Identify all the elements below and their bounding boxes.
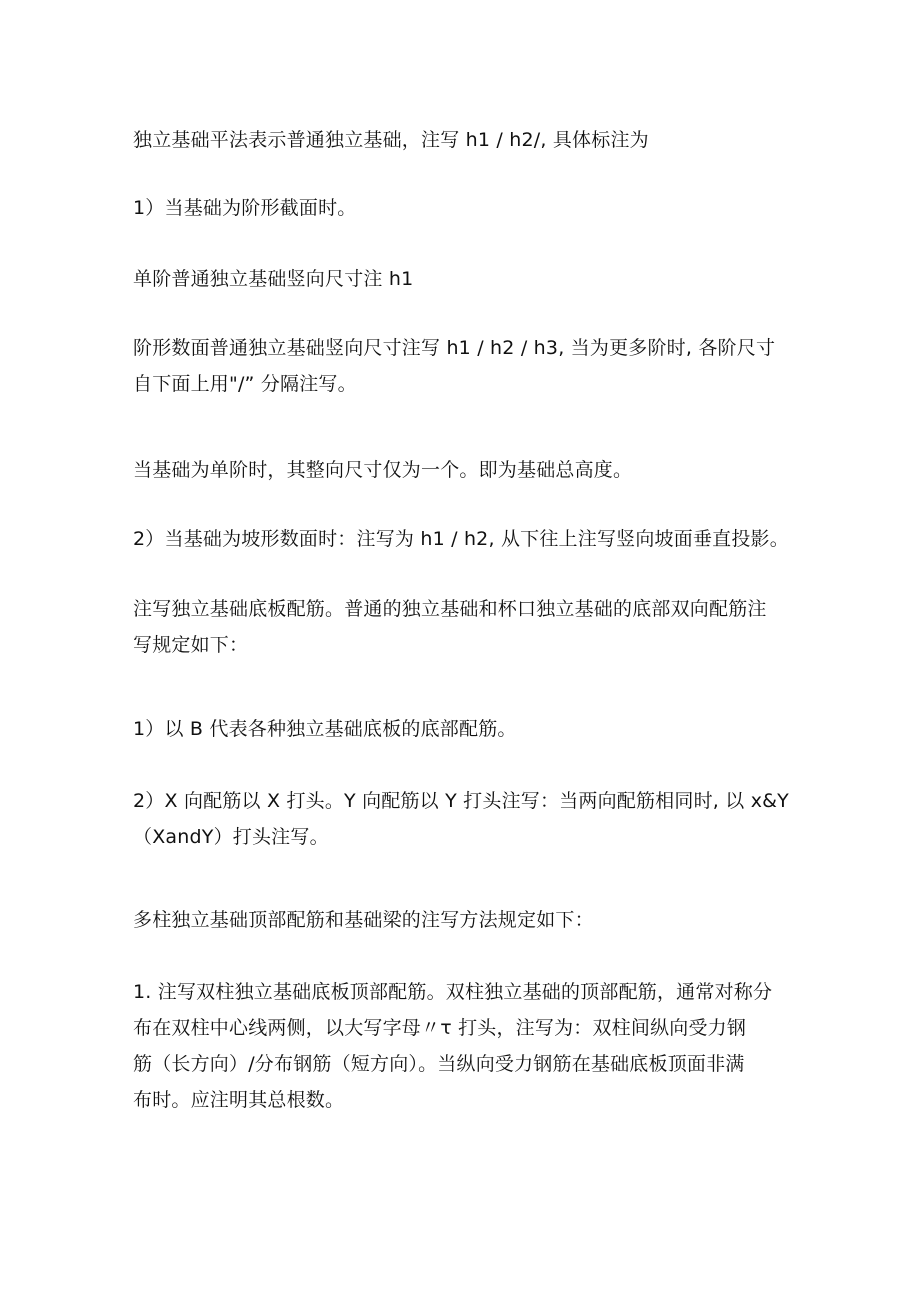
paragraph-double-column xyxy=(133,974,813,1118)
text-line: 2）X 向配筋以 X 打头。Y 向配筋以 Y 打头注写：当两向配筋相同时, 以 x&Y xyxy=(133,790,789,812)
text-line: 1）以 B 代表各种独立基础底板的底部配筋。 xyxy=(133,718,517,740)
paragraph-single-step xyxy=(133,261,813,297)
paragraph-multi-column xyxy=(133,902,813,938)
text-line: 1. 注写双柱独立基础底板顶部配筋。双柱独立基础的顶部配筋，通常对称分 xyxy=(133,981,773,1003)
paragraph-rebar-intro xyxy=(133,591,813,663)
text-line: 多柱独立基础顶部配筋和基础梁的注写方法规定如下： xyxy=(133,909,594,931)
paragraph-rebar-2 xyxy=(133,783,813,855)
text-line: 单阶普通独立基础竖向尺寸注 h1 xyxy=(133,268,414,290)
text-line: （XandY）打头注写。 xyxy=(133,826,329,848)
text-line: 注写独立基础底板配筋。普通的独立基础和杯口独立基础的底部双向配筋注 xyxy=(133,598,767,620)
text-line: 当基础为单阶时，其整向尺寸仅为一个。即为基础总高度。 xyxy=(133,459,633,481)
paragraph-step-1 xyxy=(133,190,813,226)
text-line: 2）当基础为坡形数面时：注写为 h1 / h2, 从下往上注写竖向坡面垂直投影。 xyxy=(133,528,789,550)
paragraph-step-2 xyxy=(133,521,813,557)
paragraph-rebar-1 xyxy=(133,711,813,747)
paragraph-intro xyxy=(133,122,813,158)
text-line: 布时。应注明其总根数。 xyxy=(133,1089,345,1111)
text-line: 独立基础平法表示普通独立基础，注写 h1 / h2/, 具体标注为 xyxy=(133,129,649,151)
text-line: 布在双柱中心线两侧，以大写字母〃τ 打头，注写为：双柱间纵向受力钢 xyxy=(133,1017,747,1039)
text-line: 写规定如下： xyxy=(133,634,249,656)
paragraph-single-step-note xyxy=(133,452,813,488)
text-line: 阶形数面普通独立基础竖向尺寸注写 h1 / h2 / h3, 当为更多阶时, 各阶尺寸 xyxy=(133,337,776,359)
text-line: 自下面上用"/” 分隔注写。 xyxy=(133,373,357,395)
text-line: 筋（长方向）/分布钢筋（短方向）。当纵向受力钢筋在基础底板顶面非满 xyxy=(133,1053,745,1075)
paragraph-multi-step xyxy=(133,330,813,402)
text-line: 1）当基础为阶形截面时。 xyxy=(133,197,357,219)
